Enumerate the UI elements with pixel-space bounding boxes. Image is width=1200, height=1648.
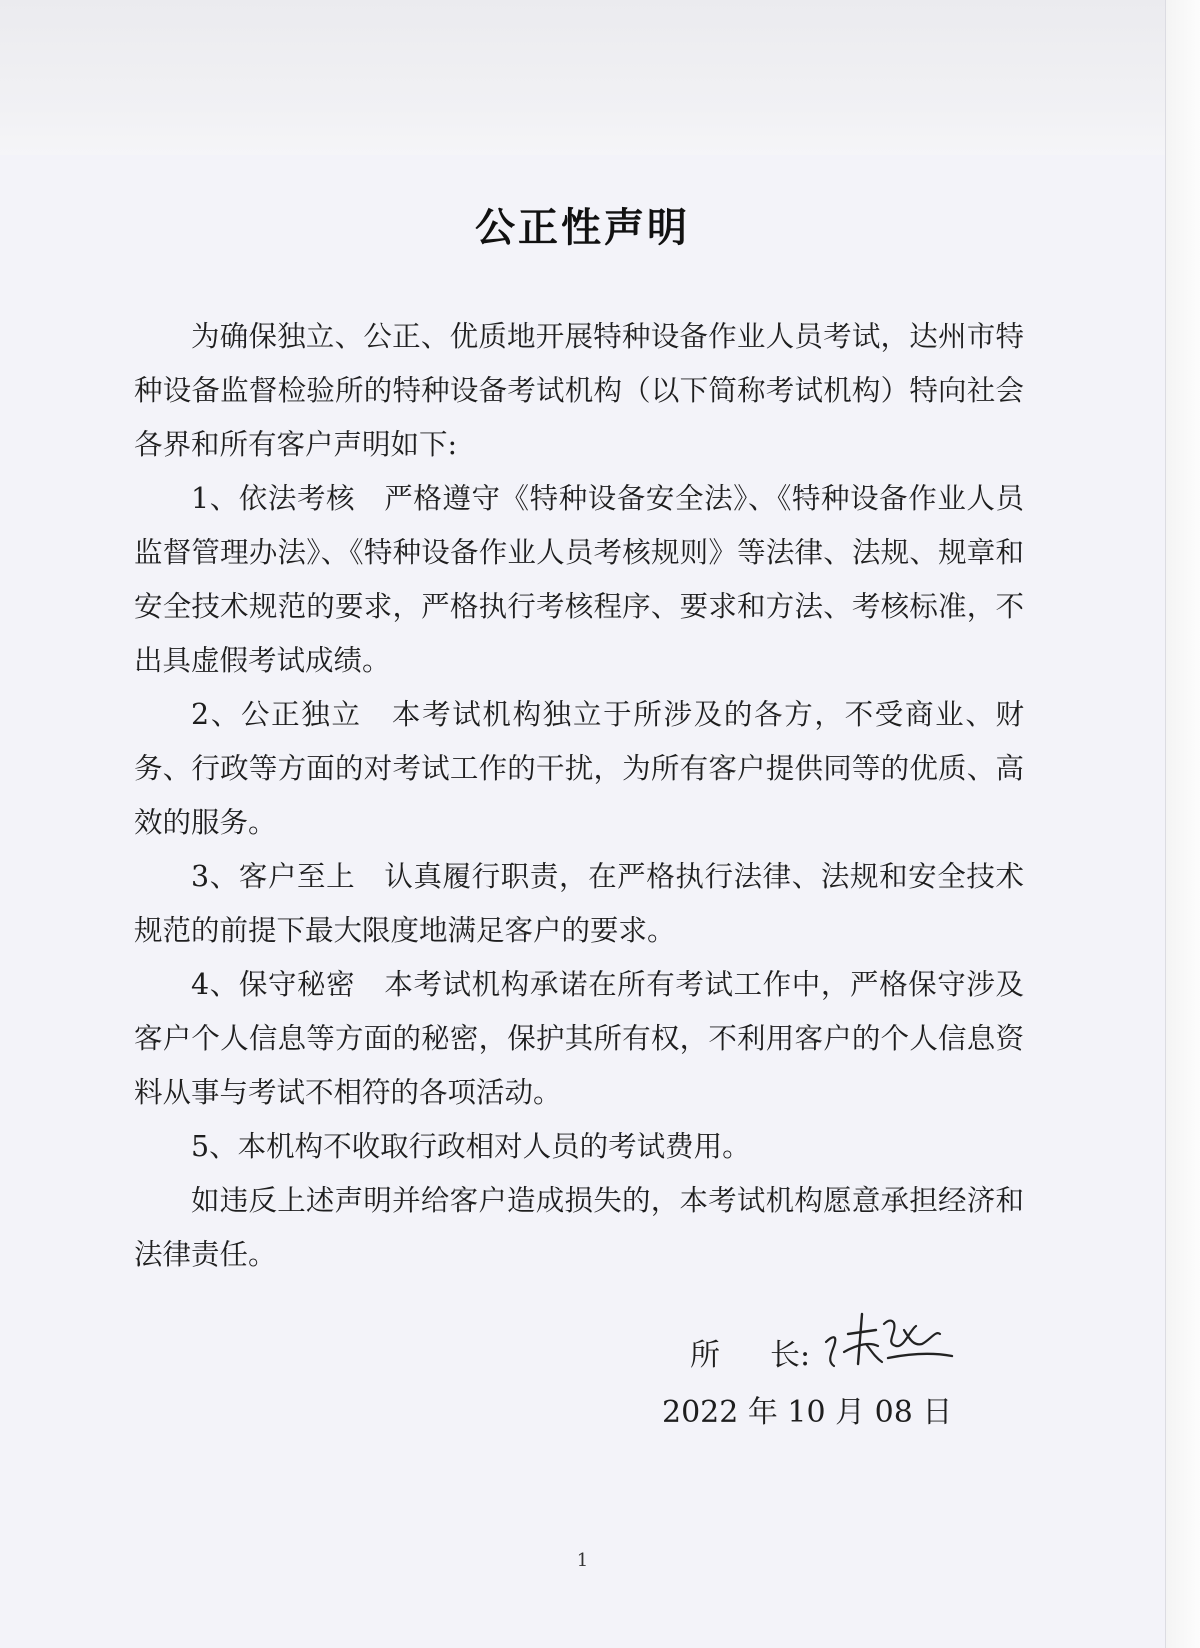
statement-body — [134, 310, 1024, 1282]
scan-top-shadow — [0, 0, 1165, 155]
liability-paragraph: 如违反上述声明并给客户造成损失的，本考试机构愿意承担经济和法律责任。 — [134, 1184, 1024, 1271]
signatory-label-part2: 长: — [770, 1338, 811, 1373]
clause-3-paragraph: 3、客户至上 认真履行职责，在严格执行法律、法规和安全技术规范的前提下最大限度地满足客户的要求。 — [134, 860, 1024, 947]
intro-paragraph: 为确保独立、公正、优质地开展特种设备作业人员考试，达州市特种设备监督检验所的特种设备考试机构（以下简称考试机构）特向社会各界和所有客户声明如下: — [134, 320, 1024, 461]
handwritten-signature — [818, 1300, 958, 1380]
clause-5-paragraph: 5、本机构不收取行政相对人员的考试费用。 — [191, 1130, 751, 1163]
clause-2-paragraph: 2、公正独立 本考试机构独立于所涉及的各方，不受商业、财务、行政等方面的对考试工作的干扰，为所有客户提供同等的优质、高效的服务。 — [134, 698, 1024, 839]
signatory-label-part1: 所 — [690, 1338, 720, 1373]
clause-4-paragraph: 4、保守秘密 本考试机构承诺在所有考试工作中，严格保守涉及客户个人信息等方面的秘密，保护其所有权，不利用客户的个人信息资料从事与考试不相符的各项活动。 — [134, 968, 1024, 1109]
signatory-label — [690, 1330, 810, 1374]
clause-1-paragraph: 1、依法考核 严格遵守《特种设备安全法》、《特种设备作业人员监督管理办法》、《特种设备作业人员考核规则》等法律、法规、规章和安全技术规范的要求，严格执行考核程序、要求和方法、考核标准，不出具虚假考试成绩。 — [134, 482, 1024, 677]
signing-date: 2022 年 10 月 08 日 — [662, 1395, 953, 1430]
page-number: 1 — [576, 1550, 589, 1571]
document-title: 公正性声明 — [475, 205, 690, 251]
scan-edge-strip — [1165, 0, 1200, 1648]
